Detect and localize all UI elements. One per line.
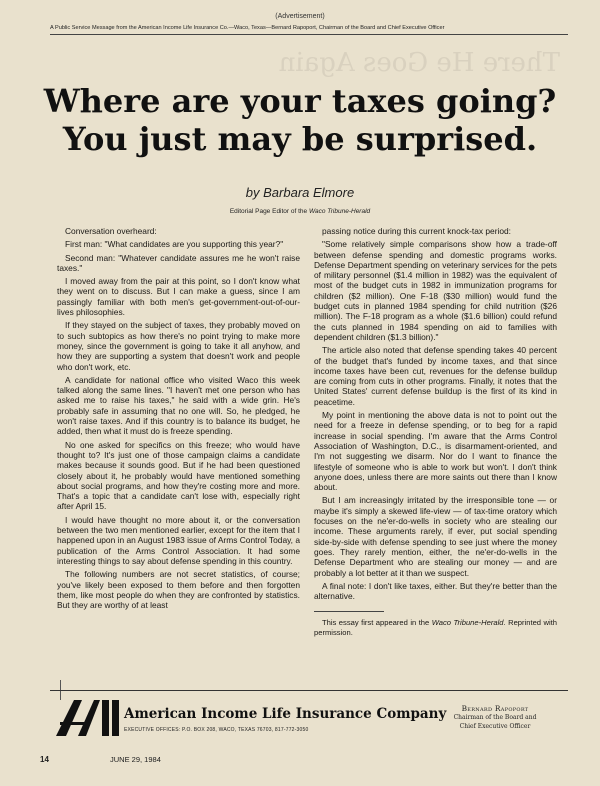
advertisement-label: (Advertisement) (275, 13, 325, 20)
paragraph: The article also noted that defense spending takes 40 percent of the budget that's funded by income taxes, and that since income taxes have been cut, revenues for the defense buildup are coming from cuts in other programs. Finally, it notes that the United States' current defense buildup is the first of its kind in peacetime. (314, 345, 557, 407)
paragraph: A final note: I don't like taxes, either. But they're better than the alternative. (314, 580, 557, 602)
paragraph: Second man: "Whatever candidate assures me he won't raise taxes." (57, 252, 300, 273)
issue-date: JUNE 29, 1984 (110, 755, 161, 764)
author-role: Editorial Page Editor of the (229, 208, 309, 215)
show-through-text: There He Goes Again (278, 48, 560, 78)
executive-title-line-2: Chief Executive Officer (459, 723, 531, 730)
paragraph: I would have thought no more about it, or the conversation between the two men mentioned earlier, except for the item that I happened upon in an August 1983 issue of Arms Control Today, a publication of the Arms Control Association. It had some interesting things to say about defense spending in this country. (57, 514, 300, 566)
executive-signature (440, 704, 550, 731)
reprint-note (314, 618, 557, 637)
paragraph: First man: "What candidates are you supporting this year?" (65, 239, 284, 250)
note-suffix: . Reprinted with permission. (314, 618, 557, 637)
company-name: American Income Life Insurance Company (124, 706, 447, 722)
paragraph: But I am increasingly irritated by the irresponsible tone — or maybe it's simply a skewed life-view — of tax-time oratory which focuses on the ne'er-do-wells in society who are stealing our income. These arguments rarely, if ever, put social spending side-by-side with defense spending to see just where the money goes. They rarely mention, either, the ne'er-do-wells in the Defense Department who are stealing our money — and are probably a lot better at it than we suspect. (314, 495, 557, 578)
article-column-left (57, 226, 300, 613)
executive-name: Bernard Rapoport (461, 704, 529, 713)
paragraph: passing notice during this current knock-tax period: (322, 226, 512, 236)
paragraph: No one asked for specifics on this freeze; who would have thought to? It's just one of those campaign claims a candidate makes because it sounds good. But if he had been questioned closely about it, he probably would have mentioned something about social programs, and how they're costing more and more. That's a topic that a candidate can't lose with, especially right after April 15. (57, 439, 300, 512)
note-paper: Waco Tribune-Herald (431, 618, 504, 628)
paragraph: If they stayed on the subject of taxes, they probably moved on to such subtopics as how there's no point trying to make more money, since the government is going to take it all anyhow, and how they are supporting a system that doesn't work and people who don't work, etc. (57, 320, 300, 372)
author-paper: Waco Tribune-Herald (308, 208, 371, 215)
paragraph: My point in mentioning the above data is not to point out the need for a freeze in defense spending, or to beg for a rapid increase in social spending. I'm aware that the Arms Control Association of Washington, D.C., is disarmament-oriented, and I'm not suggesting we disarm. Nor do I want to finance the lifestyle of someone who is able to work but won't. I don't think anyone does, unless there are more saints out there than I know about. (314, 410, 557, 493)
executive-title-line-1: Chairman of the Board and (453, 714, 537, 721)
public-service-message: A Public Service Message from the American Income Life Insurance Co.—Waco, Texas—Bernard Rapoport, Chairman of the Board and Chief Executive Officer (50, 25, 445, 31)
paragraph: A candidate for national office who visited Waco this week talked along the same lines. "I haven't met one person who has asked me to raise his taxes," he said with a wide grin. He's probably safe in assuming that no one will. So, he pledged, he won't raise taxes. And if this country is to balance its budget, he added, then what it must do is freeze spending. (57, 374, 300, 437)
byline: by Barbara Elmore (245, 185, 355, 200)
headline-line-1: Where are your taxes going? (43, 82, 557, 120)
top-divider (50, 34, 568, 35)
note-prefix: This essay first appeared in the (322, 618, 432, 628)
page-number: 14 (40, 755, 49, 764)
paragraph: The following numbers are not secret statistics, of course; you've likely been exposed to them before and then forgotten them, like most people do when they are confronted by statistics. But they are worthy of at least (57, 569, 300, 611)
paragraph: I moved away from the pair at this point, so I don't know what they went on to discuss. But I can make a guess, since I am passingly familiar with both men's get-government-out-of-our-lives philosophies. (57, 276, 300, 318)
footer-divider (50, 690, 568, 691)
executive-offices: EXECUTIVE OFFICES: P.O. BOX 208, WACO, TEXAS 76703, 817-772-3050 (124, 727, 309, 733)
article-column-right (314, 226, 557, 640)
headline-line-2: You just may be surprised. (62, 120, 538, 158)
author-title (0, 208, 600, 215)
headline (20, 82, 580, 158)
note-divider (314, 611, 384, 612)
ail-logo-icon (54, 696, 124, 738)
paragraph: "Some relatively simple comparisons show how a trade-off between defense spending and domestic programs works. Defense Department spending on veterinary services for the pets of military personnel ($1.4 million in 1982) was the equivalent of most of the budget cuts in 1982 in immunization programs for children ($2 million). One F-18 ($30 million) would fund the budget cuts in planned 1984 spending for child nutrition ($26 million). The F-18 program as a whole ($1.6 billion) could refund the cuts planned in 1984 spending on aid to families with dependent children ($1.3 billion)." (314, 239, 557, 342)
paragraph: Conversation overheard: (65, 226, 157, 236)
